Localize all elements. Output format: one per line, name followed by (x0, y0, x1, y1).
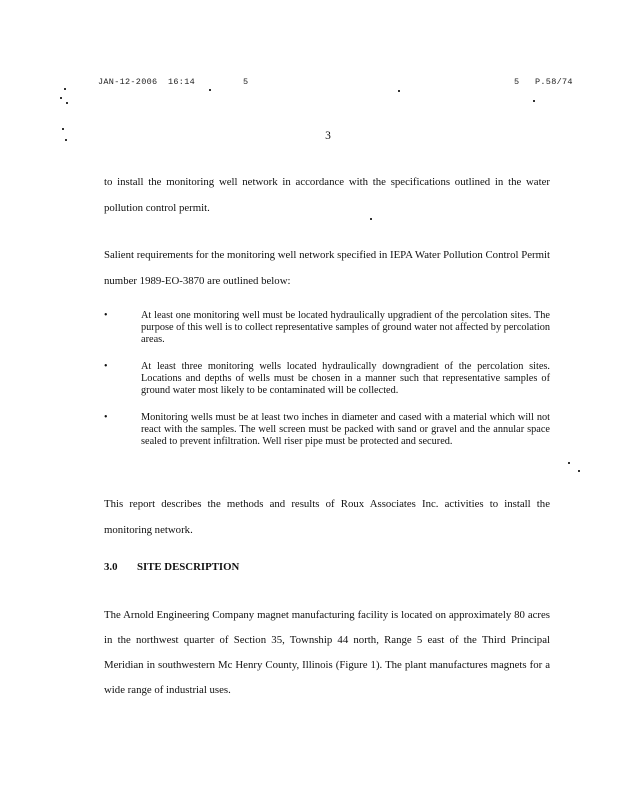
bullet-icon: • (104, 310, 108, 321)
section-heading (104, 561, 239, 573)
scan-speck (209, 89, 211, 91)
bullet-icon: • (104, 361, 108, 372)
fax-number: 5 (243, 77, 249, 87)
scan-speck (60, 97, 62, 99)
list-item (104, 412, 550, 448)
fax-time: 16:14 (168, 77, 196, 87)
scan-speck (64, 88, 66, 90)
list-item-text: At least one monitoring well must be located hydraulically upgradient of the percolation sites. The purpose of this well is to collect representative samples of ground water not affected by percolation areas. (141, 310, 550, 345)
list-item (104, 361, 550, 397)
scan-speck (533, 100, 535, 102)
fax-page-indicator: P.58/74 (535, 77, 573, 87)
section-title: SITE DESCRIPTION (137, 561, 240, 573)
intro-paragraph: to install the monitoring well network in accordance with the specifications outlined in the water pollution control permit. (104, 176, 550, 214)
fax-header (0, 77, 642, 89)
list-item-text: Monitoring wells must be at least two inches in diameter and cased with a material which will not react with the samples. The well screen must be packed with sand or gravel and the annular space sealed to prevent infiltration. Well riser pipe must be protected and secured. (141, 412, 550, 447)
fax-date: JAN-12-2006 (98, 77, 158, 87)
scan-speck (66, 102, 68, 104)
bullet-icon: • (104, 412, 108, 423)
page-number: 3 (325, 130, 331, 142)
scan-speck (568, 462, 570, 464)
site-description-paragraph: The Arnold Engineering Company magnet manufacturing facility is located on approximately 80 acres in the northwest quarter of Section 35, Township 44 north, Range 5 east of the Third Principal Meridian in southwestern Mc Henry County, Illinois (Figure 1). The plant manufactures magnets for a wide range of industrial uses. (104, 609, 550, 696)
scan-speck (398, 90, 400, 92)
fax-p-marker: 5 (514, 77, 520, 87)
list-item-text: At least three monitoring wells located hydraulically downgradient of the percolation sites. Locations and depths of wells must be chosen in a manner such that representative samples of ground water most likely to be contaminated will be collected. (141, 361, 550, 396)
requirements-list (104, 310, 550, 463)
scan-speck (578, 470, 580, 472)
list-item (104, 310, 550, 346)
report-paragraph: This report describes the methods and results of Roux Associates Inc. activities to install the monitoring network. (104, 498, 550, 536)
section-number: 3.0 (104, 561, 118, 573)
requirements-paragraph: Salient requirements for the monitoring well network specified in IEPA Water Pollution Control Permit number 1989-EO-3870 are outlined below: (104, 249, 550, 287)
